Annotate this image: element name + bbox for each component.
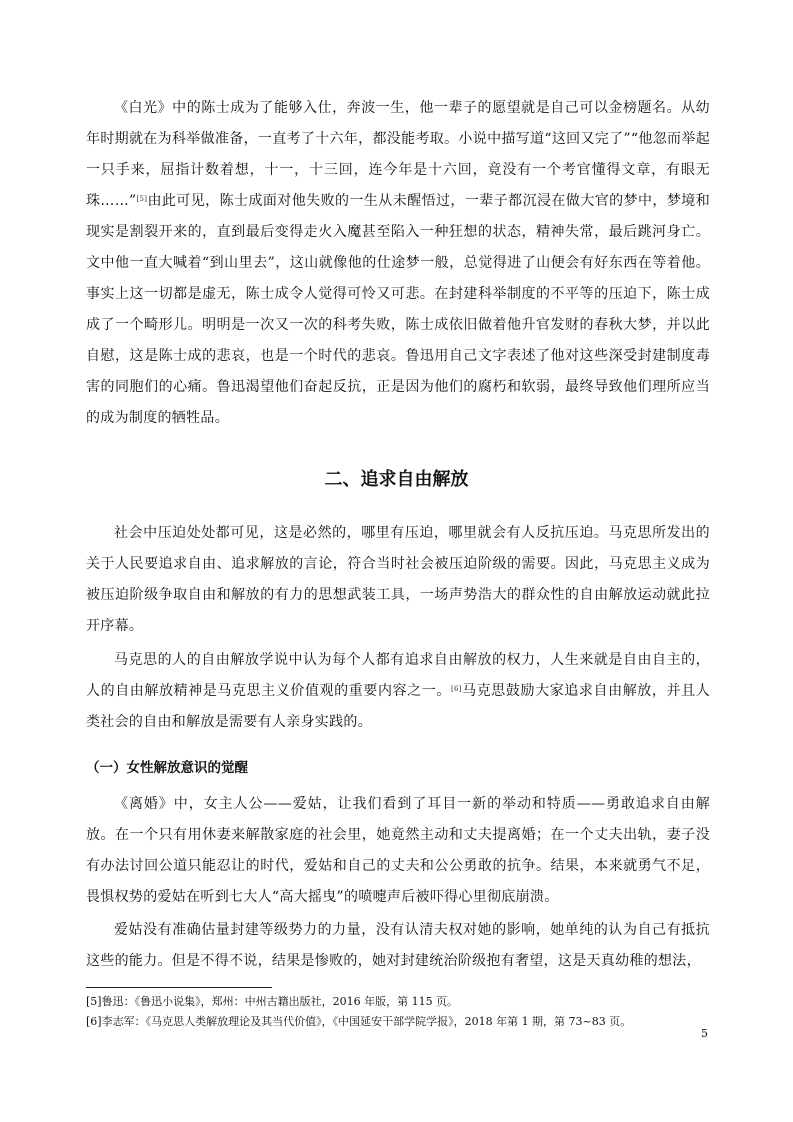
footnotes [86,992,716,1032]
paragraph-text: 马克思鼓励大家追求自由解放，并且人类社会的自由和解放是需要有人亲身实践的。 [86,683,710,730]
page-number: 5 [701,1027,708,1040]
paragraph-oppression: 社会中压迫处处都可见，这是必然的，哪里有压迫，哪里就会有人反抗压迫。马克思所发出的关于人民要追求自由、追求解放的言论，符合当时社会被压迫阶级的需要。因此，马克思主义成为被压迫阶级争取自由和解放的有力的思想武装工具，一场声势浩大的群众性的自由解放运动就此拉开序幕。 [86,525,710,634]
footnote-ref-6[interactable]: [6] [450,685,462,693]
subsection-title: （一）女性解放意识的觉醒 [86,760,248,776]
paragraph-baiguang [86,93,710,434]
footnote-6: [6]李志军：《马克思人类解放理论及其当代价值》，《中国延安干部学院学报》，2018 年第 1 期，第 73~83 页。 [86,1015,632,1028]
paragraph-marx-freedom [86,645,710,738]
footnote-5: [5]鲁迅：《鲁迅小说集》，郑州：中州古籍出版社，2016 年版，第 115 页。 [86,995,459,1008]
paragraph-lihun: 《离婚》中，女主人公——爱姑，让我们看到了耳目一新的举动和特质——勇敢追求自由解放。在一个只有用休妻来解散家庭的社会里，她竟然主动和丈夫提离婚；在一个丈夫出轨，妻子没有办法讨回公道只能忍让的时代，爱姑和自己的丈夫和公公勇敢的抗争。结果，本来就勇气不足，畏惧权势的爱姑在听到七大人“高大摇曳”的喷嚏声后被吓得心里彻底崩溃。 [86,796,710,905]
section-title: 二、追求自由解放 [324,469,469,490]
footnote-ref-5[interactable]: [5] [136,195,148,203]
paragraph-text: 马克思的人的自由解放学说中认为每个人都有追求自由解放的权力，人生来就是自由自主的，人的自由解放精神是马克思主义价值观的重要内容之一。 [86,652,710,699]
footnote-divider [86,987,272,988]
paragraph-text: 《白光》中的陈士成为了能够入仕，奔波一生，他一辈子的愿望就是自己可以金榜题名。从幼年时期就在为科举做准备，一直考了十六年，都没能考取。小说中描写道“这回又完了”“他忽而举起一只手来，屈指计数着想，十一，十三回，连今年是十六回，竟没有一个考官懂得文章，有眼无珠……” [86,100,710,209]
paragraph-text: 由此可见，陈士成面对他失败的一生从未醒悟过，一辈子都沉浸在做大官的梦中，梦境和现实是割裂开来的，直到最后变得走火入魔甚至陷入一种狂想的状态，精神失常，最后跳河身亡。文中他一直大喊着“到山里去”，这山就像他的仕途梦一般，总觉得进了山便会有好东西在等着他。事实上这一切都是虚无，陈士成令人觉得可怜又可悲。在封建科举制度的不平等的压迫下，陈士成成了一个畸形儿。明明是一次又一次的科考失败，陈士成依旧做着他升官发财的春秋大梦，并以此自慰，这是陈士成的悲哀，也是一个时代的悲哀。鲁迅用自己文字表述了他对这些深受封建制度毒害的同胞们的心痛。鲁迅渴望他们奋起反抗，正是因为他们的腐朽和软弱，最终导致他们理所应当的成为制度的牺牲品。 [86,193,711,426]
paragraph-aigu: 爱姑没有准确估量封建等级势力的力量，没有认清夫权对她的影响，她单纯的认为自己有抵抗这些的能力。但是不得不说，结果是惨败的，她对封建统治阶级抱有奢望，这是天真幼稚的想法， [86,922,710,969]
